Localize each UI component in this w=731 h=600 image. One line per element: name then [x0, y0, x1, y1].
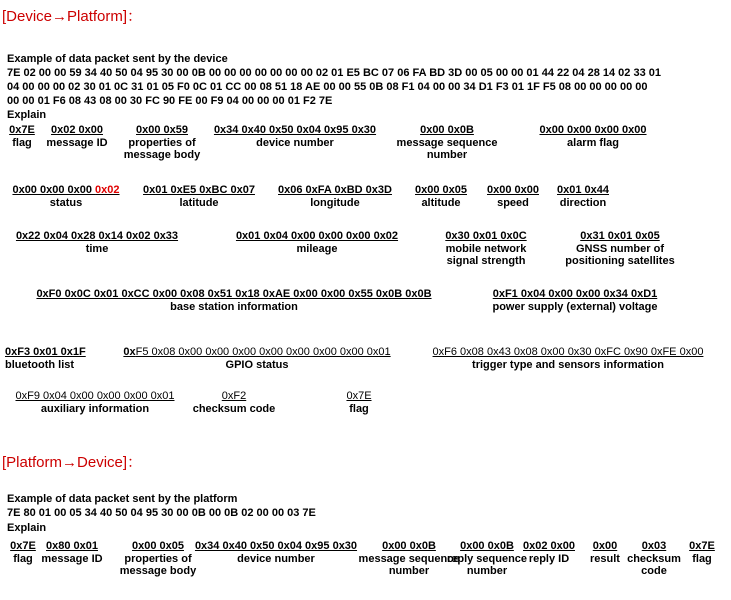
platform-field-flag [6, 540, 40, 565]
field-value: 0x03 [641, 540, 667, 552]
platform-field-checksum [624, 540, 684, 577]
field-desc: message sequence number [396, 137, 498, 161]
platform-field-device-number [186, 540, 366, 565]
platform-field-end-flag [682, 540, 722, 565]
field-value: 0x02 0x00 [51, 124, 103, 136]
field-desc: message sequence number [358, 553, 460, 577]
field-desc: message ID [41, 553, 103, 565]
field-desc: flag [692, 553, 712, 565]
gpio-value-part: 0x [123, 346, 136, 358]
field-desc: status [49, 197, 83, 209]
field-desc: longitude [310, 197, 360, 209]
field-desc: reply ID [528, 553, 570, 565]
field-value: 0x00 0x59 [136, 124, 188, 136]
field-value: 0x22 0x04 0x28 0x14 0x02 0x33 [15, 230, 179, 242]
platform-packet-line: 7E 80 01 00 05 34 40 50 04 95 30 00 0B 00 0B 02 00 00 03 7E [7, 507, 316, 519]
field-value: 0x00 [592, 540, 618, 552]
field-desc: power supply (external) voltage [492, 301, 658, 313]
field-desc: auxiliary information [40, 403, 150, 415]
field-value: 0x06 0xFA 0xBD 0x3D [278, 184, 392, 196]
device-field-gnss [552, 230, 688, 267]
field-value: 0x7E [10, 540, 36, 552]
field-desc: GNSS number of positioning satellites [565, 243, 675, 267]
device-field-message-sequence [393, 124, 501, 161]
field-value: 0xF2 [221, 390, 247, 402]
device-packet-line-2: 04 00 00 00 02 30 01 0C 31 01 05 F0 0C 01 CC 00 08 51 18 AE 00 00 55 0B 08 F1 04 00 00 34 D1 F3 01 1F F5 08 00 00 00 00 00 [7, 81, 648, 93]
device-field-status [5, 184, 127, 209]
field-value: 0xF1 0x04 0x00 0x00 0x34 0xD1 [492, 288, 658, 300]
field-desc: flag [349, 403, 369, 415]
field-value: 0x02 0x00 [523, 540, 575, 552]
status-value-part: 0x00 0x00 0x00 [12, 184, 96, 196]
platform-example-title: Example of data packet sent by the platform [7, 493, 238, 505]
device-field-bluetooth [5, 346, 101, 371]
field-value: 0x30 0x01 0x0C [445, 230, 527, 242]
field-value: 0xF3 0x01 0x1F [5, 346, 86, 358]
platform-explain-label: Explain [7, 522, 47, 534]
field-desc: flag [13, 553, 33, 565]
device-field-trigger-type [418, 346, 718, 371]
field-value: 0xF0 0x0C 0x01 0xCC 0x00 0x08 0x51 0x18 0xAE 0x00 0x00 0x55 0x0B 0x0B [36, 288, 432, 300]
field-desc: alarm flag [567, 137, 619, 149]
device-field-end-flag [336, 390, 382, 415]
device-field-checksum [186, 390, 282, 415]
gpio-value-rest: F5 0x08 0x00 0x00 0x00 0x00 0x00 0x00 0x00 0x01 [135, 346, 391, 358]
platform-field-result [584, 540, 626, 565]
field-desc: speed [497, 197, 529, 209]
device-field-base-station [10, 288, 458, 313]
device-field-speed [480, 184, 546, 209]
field-value: 0x80 0x01 [46, 540, 98, 552]
device-field-gpio [108, 346, 406, 371]
field-value: 0x00 0x05 [415, 184, 467, 196]
field-value: 0x00 0x0B [460, 540, 514, 552]
field-desc: GPIO status [225, 359, 289, 371]
field-value: 0xF6 0x08 0x43 0x08 0x00 0x30 0xFC 0x90 0xFE 0x00 [432, 346, 704, 358]
field-value: 0x01 0x44 [557, 184, 609, 196]
field-desc: device number [256, 137, 334, 149]
field-desc: reply sequence number [446, 553, 528, 577]
field-desc: result [590, 553, 620, 565]
device-to-platform-heading: [Device→Platform]： [2, 8, 143, 25]
device-field-direction [546, 184, 620, 209]
field-desc: properties of message body [123, 137, 201, 161]
device-field-latitude [135, 184, 263, 209]
device-field-altitude [408, 184, 474, 209]
field-value: 0x00 0x0B [382, 540, 436, 552]
field-desc: base station information [170, 301, 298, 313]
field-desc: trigger type and sensors information [472, 359, 664, 371]
field-desc: checksum code [627, 553, 681, 577]
device-packet-line-1: 7E 02 00 00 59 34 40 50 04 95 30 00 0B 00 00 00 00 00 00 00 02 01 E5 BC 07 06 FA BD 3D 00 05 00 00 01 44 22 04 28 14 02 33 01 [7, 67, 661, 79]
field-desc: properties of message body [119, 553, 197, 577]
device-field-alarm-flag [528, 124, 658, 149]
field-value: 0x31 0x01 0x05 [580, 230, 660, 242]
field-value: 0x01 0x04 0x00 0x00 0x00 0x02 [235, 230, 399, 242]
device-example-title: Example of data packet sent by the device [7, 53, 228, 65]
device-field-power-supply [472, 288, 678, 313]
device-field-auxiliary [6, 390, 184, 415]
status-value-highlight: 0x02 [95, 184, 120, 196]
field-desc: checksum code [192, 403, 276, 415]
device-field-device-number [203, 124, 387, 149]
device-field-time [8, 230, 186, 255]
field-desc: time [85, 243, 109, 255]
field-desc: altitude [421, 197, 461, 209]
field-desc: mobile network signal strength [445, 243, 527, 267]
field-desc: flag [12, 137, 32, 149]
device-packet-line-3: 00 00 01 F6 08 43 08 00 30 FC 90 FE 00 F9 04 00 00 00 01 F2 7E [7, 95, 333, 107]
device-field-properties [118, 124, 206, 161]
field-value: 0x01 0xE5 0xBC 0x07 [143, 184, 255, 196]
field-desc: latitude [179, 197, 219, 209]
field-value: 0x7E [9, 124, 35, 136]
device-explain-label: Explain [7, 109, 47, 121]
field-value: 0x34 0x40 0x50 0x04 0x95 0x30 [194, 540, 358, 552]
platform-field-message-id [36, 540, 108, 565]
device-field-message-id [43, 124, 111, 149]
field-value: 0x00 0x0B [420, 124, 474, 136]
field-value [12, 184, 119, 197]
field-value: 0x34 0x40 0x50 0x04 0x95 0x30 [213, 124, 377, 136]
field-value: 0x00 0x00 0x00 0x00 [539, 124, 647, 136]
field-desc: message ID [46, 137, 108, 149]
device-field-longitude [270, 184, 400, 209]
platform-field-reply-id [516, 540, 582, 565]
field-value: 0x7E [346, 390, 372, 402]
device-field-mileage [222, 230, 412, 255]
field-value: 0x7E [689, 540, 715, 552]
field-desc: bluetooth list [5, 359, 75, 371]
field-value: 0xF9 0x04 0x00 0x00 0x00 0x01 [15, 390, 175, 402]
field-value: 0x00 0x00 [487, 184, 539, 196]
field-desc: device number [237, 553, 315, 565]
device-field-flag [7, 124, 37, 149]
platform-to-device-heading: [Platform→Device]： [2, 454, 143, 471]
field-value [123, 346, 390, 359]
field-desc: direction [559, 197, 607, 209]
field-desc: mileage [296, 243, 338, 255]
field-value: 0x00 0x05 [132, 540, 184, 552]
device-field-signal-strength [434, 230, 538, 267]
